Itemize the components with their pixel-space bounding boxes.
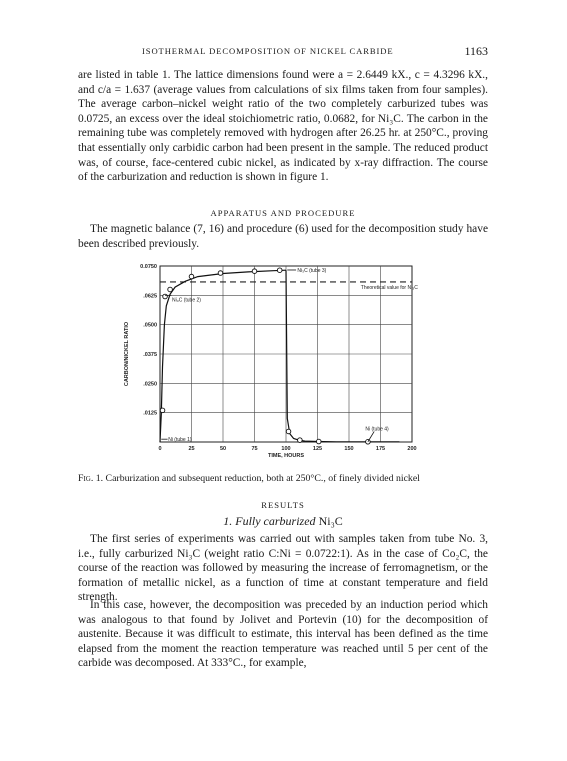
x-tick-label: 0	[158, 446, 162, 452]
y-tick-label: .0125	[143, 410, 157, 417]
paragraph-4	[78, 598, 488, 671]
x-tick-label: 50	[219, 446, 227, 452]
subsection-title: Fully carburized	[235, 514, 316, 528]
paragraph-2	[78, 222, 488, 251]
carburization-data-point	[168, 287, 173, 292]
carburization-data-point	[163, 294, 168, 299]
x-tick-label: 100	[281, 446, 291, 452]
y-tick-label: .0250	[143, 381, 157, 388]
annotation-leader	[368, 431, 374, 441]
paragraph-1-text: are listed in table 1. The lattice dimensions found were a = 2.6449 kX., c = 4.3296 kX., and c/a = 1.637 (average values from calculations of six films taken from four samples). The average carbon–nickel weight ratio of the two completely carburized tubes was 0.0725, an excess over the ideal stoichiometric ratio, 0.0682, for Ni₃C. The carbon in the remaining tube was completely removed with hydrogen after 26.25 hr. at 250°C., proving that essentially only carbidic carbon had been present in the sample. The reduced product was, of course, face-centered cubic nickel, as indicated by x-ray diffraction. The course of the carburization and reduction is shown in figure 1.	[78, 69, 488, 184]
subsection-number: 1.	[223, 514, 233, 528]
x-tick-label: 25	[188, 446, 195, 452]
reduction-data-point	[286, 429, 291, 434]
carburization-data-point	[218, 271, 223, 276]
carburization-data-point	[189, 274, 194, 279]
figure-1-chart	[90, 256, 450, 474]
figure-caption-label: Fig. 1.	[78, 473, 104, 484]
theoretical-value-label: Theoretical value for Ni₃C	[360, 284, 418, 291]
figure-caption	[78, 473, 508, 484]
paragraph-3-text: The first series of experiments was carried out with samples taken from tube No. 3, i.e., fully carburized Ni₃C (weight ratio C:Ni = 0.0722:1). As in the case of Co₂C, the course of the reaction was followed by measuring the increase of ferromagnetism, or the formation of metallic nickel, as a function of time at constant temperature and field strength.	[78, 533, 488, 604]
chart-svg	[90, 256, 450, 474]
carburization-data-point	[160, 408, 165, 413]
x-tick-label: 175	[375, 446, 386, 452]
reduction-data-point	[298, 438, 303, 443]
reduction-data-point	[316, 439, 321, 444]
page-header	[78, 44, 488, 60]
x-axis-title: TIME, HOURS	[267, 453, 305, 459]
y-tick-label: .0500	[143, 322, 157, 329]
annotation-ni-tube-1: Ni (tube 1)	[168, 437, 192, 444]
paragraph-1	[78, 68, 488, 185]
running-head: ISOTHERMAL DECOMPOSITION OF NICKEL CARBIDE	[142, 46, 394, 56]
section-heading-results: RESULTS	[261, 500, 305, 510]
carburization-data-point	[277, 268, 282, 273]
paragraph-3	[78, 532, 488, 605]
section-heading-apparatus: APPARATUS AND PROCEDURE	[210, 208, 356, 218]
x-tick-label: 200	[407, 446, 417, 452]
reduction-curve	[286, 267, 399, 442]
y-tick-label: .0625	[143, 293, 157, 300]
annotation-ni3c-tube-2: Ni₃C (tube 2)	[171, 297, 201, 304]
x-tick-label: 125	[312, 446, 323, 452]
carburization-data-point	[252, 269, 257, 274]
subsection-formula: Ni₃C	[318, 514, 343, 528]
x-tick-label: 150	[344, 446, 354, 452]
annotation-ni3c-tube-3: Ni₃C (tube 3)	[297, 267, 327, 274]
paragraph-4-text: In this case, however, the decomposition was preceded by an induction period which was analogous to that found by Jolivet and Portevin (10) for the decomposition of austenite. Because it was difficult to estimate, this interval has been defined as the time elapsed from the moment the reaction temperature was reached until 5 per cent of the carbide was decomposed. At 333°C., for example,	[78, 599, 488, 670]
annotation-ni-tube-4: Ni (tube 4)	[365, 426, 389, 433]
subsection-heading	[78, 514, 488, 529]
y-tick-label: .0375	[143, 352, 157, 358]
x-tick-label: 75	[251, 446, 258, 452]
figure-caption-text: Carburization and subsequent reduction, both at 250°C., of finely divided nickel	[105, 473, 420, 484]
paragraph-2-text: The magnetic balance (7, 16) and procedure (6) used for the decomposition study have been described previously.	[78, 223, 488, 250]
y-tick-label: 0.0750	[140, 264, 157, 270]
y-axis-title: CARBON/NICKEL RATIO	[124, 321, 130, 387]
page-number: 1163	[464, 44, 488, 58]
